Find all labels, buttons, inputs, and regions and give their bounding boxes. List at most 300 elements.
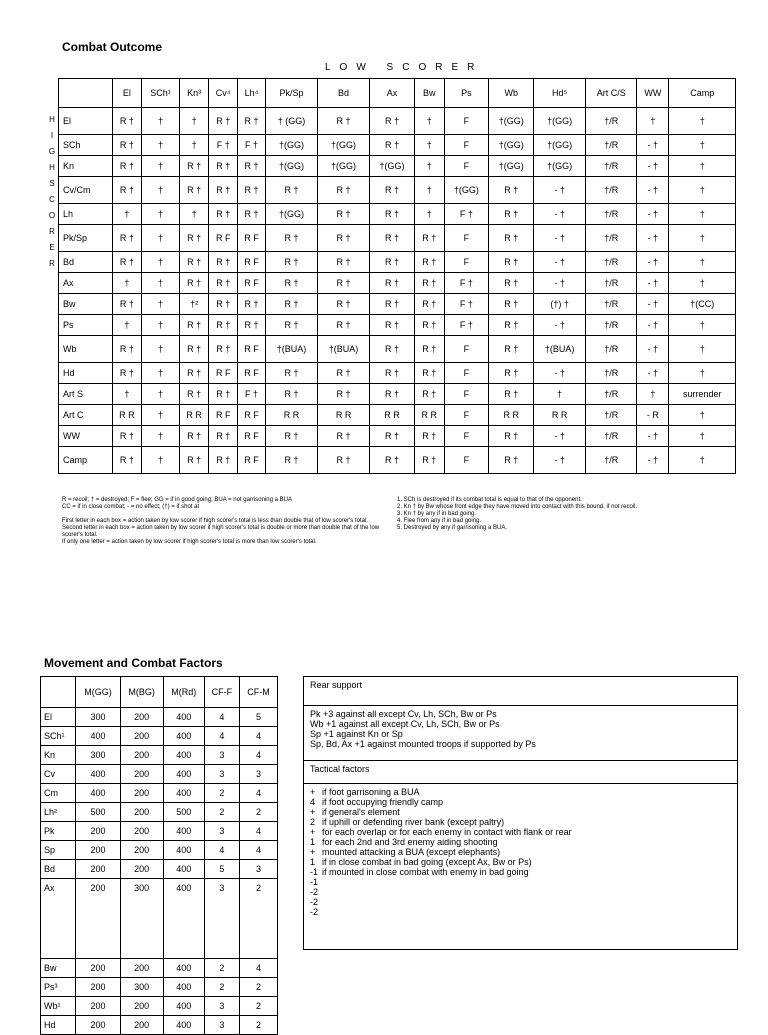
- tactical-line: [310, 837, 731, 847]
- tactical-text: if general's element: [322, 807, 400, 817]
- outcome-cell: R †: [370, 204, 415, 225]
- outcome-cell: R †: [370, 447, 415, 474]
- rear-support-line: Wb +1 against all except Cv, Lh, SCh, Bw or Ps: [310, 719, 500, 729]
- value-cell: 4: [204, 727, 239, 746]
- row-label: Bw: [41, 959, 76, 978]
- value-cell: 300: [76, 708, 120, 727]
- outcome-cell: R †: [318, 273, 370, 294]
- row-label: Pk/Sp: [59, 225, 113, 252]
- outcome-cell: R †: [370, 363, 415, 384]
- value-cell: 200: [120, 822, 163, 841]
- outcome-cell: (†) †: [534, 294, 586, 315]
- tactical-line: [310, 877, 731, 887]
- outcome-cell: †: [637, 384, 669, 405]
- outcome-cell: †: [669, 135, 736, 156]
- column-header: M(GG): [76, 677, 120, 708]
- value-cell: 200: [76, 822, 120, 841]
- outcome-cell: R R: [414, 405, 444, 426]
- outcome-cell: †: [142, 108, 180, 135]
- outcome-cell: R †: [370, 135, 415, 156]
- side-letter: I: [50, 131, 54, 140]
- outcome-cell: R †: [112, 363, 142, 384]
- outcome-cell: †: [669, 405, 736, 426]
- outcome-cell: †(GG): [489, 156, 534, 177]
- outcome-cell: - †: [637, 363, 669, 384]
- outcome-cell: †: [669, 252, 736, 273]
- outcome-cell: †: [669, 426, 736, 447]
- value-cell: 3: [204, 879, 239, 959]
- table-row: [41, 765, 278, 784]
- value-cell: 200: [76, 879, 120, 959]
- outcome-cell: R †: [266, 426, 318, 447]
- value-cell: 400: [163, 959, 204, 978]
- tactical-symbol: +: [310, 787, 316, 797]
- outcome-cell: †/R: [586, 252, 637, 273]
- outcome-cell: R R: [534, 405, 586, 426]
- tactical-symbol: -2: [310, 887, 319, 897]
- note-line: [62, 511, 392, 518]
- side-letter: R: [49, 227, 55, 236]
- outcome-cell: †: [669, 315, 736, 336]
- table-row: [59, 225, 736, 252]
- outcome-cell: R †: [318, 252, 370, 273]
- outcome-cell: †: [669, 204, 736, 225]
- table-row: [41, 860, 278, 879]
- outcome-cell: - †: [637, 252, 669, 273]
- row-label: Wb¹: [41, 997, 76, 1016]
- outcome-cell: †(GG): [534, 135, 586, 156]
- row-label: Kn: [41, 746, 76, 765]
- outcome-cell: R †: [179, 315, 209, 336]
- outcome-cell: R †: [238, 156, 266, 177]
- tactical-text: if in close combat in bad going (except Ax, Bw or Ps): [322, 857, 532, 867]
- outcome-cell: R †: [489, 273, 534, 294]
- note-line: 1. SCh is destroyed if its combat total is equal to that of the opponent.: [397, 497, 582, 503]
- value-cell: 400: [163, 765, 204, 784]
- outcome-cell: R R: [489, 405, 534, 426]
- outcome-cell: R †: [112, 252, 142, 273]
- outcome-cell: R †: [414, 447, 444, 474]
- outcome-cell: R F: [209, 225, 238, 252]
- outcome-cell: - †: [534, 225, 586, 252]
- outcome-cell: R †: [112, 108, 142, 135]
- value-cell: 3: [204, 997, 239, 1016]
- value-cell: 2: [240, 997, 278, 1016]
- outcome-cell: - †: [534, 426, 586, 447]
- value-cell: 400: [163, 746, 204, 765]
- outcome-cell: R †: [489, 336, 534, 363]
- tactical-line: [310, 857, 731, 867]
- outcome-cell: †/R: [586, 336, 637, 363]
- note-line: First letter in each box = action taken by low scorer if high scorer's total is less than double that of low scorer's total.: [62, 518, 368, 524]
- value-cell: 200: [120, 959, 163, 978]
- outcome-cell: †: [414, 108, 444, 135]
- tactical-text: mounted attacking a BUA (except elephants): [322, 847, 501, 857]
- outcome-cell: R F: [209, 363, 238, 384]
- outcome-cell: R †: [179, 156, 209, 177]
- outcome-cell: †(CC): [669, 294, 736, 315]
- movement-header-row: [41, 677, 278, 708]
- outcome-cell: - †: [637, 273, 669, 294]
- outcome-cell: R †: [238, 204, 266, 225]
- column-header: Camp: [669, 79, 736, 108]
- outcome-cell: †/R: [586, 108, 637, 135]
- outcome-cell: F †: [238, 135, 266, 156]
- column-header: El: [112, 79, 142, 108]
- value-cell: 2: [240, 978, 278, 997]
- column-header: Ax: [370, 79, 415, 108]
- outcome-cell: R †: [489, 252, 534, 273]
- row-label: SCh¹: [41, 727, 76, 746]
- outcome-cell: R †: [209, 273, 238, 294]
- value-cell: 2: [240, 803, 278, 822]
- tactical-text: if mounted in close combat with enemy in bad going: [322, 867, 529, 877]
- outcome-cell: R †: [318, 384, 370, 405]
- outcome-cell: R †: [318, 294, 370, 315]
- side-letter: E: [49, 243, 55, 252]
- outcome-cell: †: [669, 273, 736, 294]
- value-cell: 200: [120, 765, 163, 784]
- value-cell: 400: [163, 879, 204, 959]
- value-cell: 200: [76, 959, 120, 978]
- outcome-cell: R †: [179, 252, 209, 273]
- tactical-header: [304, 761, 737, 784]
- outcome-cell: R †: [370, 177, 415, 204]
- tactical-line: [310, 897, 731, 907]
- row-label: Wb: [59, 336, 113, 363]
- tactical-symbol: 1: [310, 857, 316, 867]
- table-row: [59, 447, 736, 474]
- table-row: [59, 156, 736, 177]
- outcome-cell: - †: [534, 204, 586, 225]
- rear-support-line: Pk +3 against all except Cv, Lh, SCh, Bw or Ps: [310, 709, 497, 719]
- outcome-cell: †: [669, 447, 736, 474]
- value-cell: 200: [76, 860, 120, 879]
- note-line: 5. Destroyed by any if garrisoning a BUA.: [397, 525, 508, 531]
- outcome-cell: †: [112, 315, 142, 336]
- outcome-cell: R †: [266, 447, 318, 474]
- outcome-cell: †: [112, 273, 142, 294]
- outcome-cell: - †: [637, 336, 669, 363]
- value-cell: 200: [76, 841, 120, 860]
- tactical-symbol: +: [310, 807, 316, 817]
- column-header: Art C/S: [586, 79, 637, 108]
- row-label: Cv/Cm: [59, 177, 113, 204]
- outcome-cell: - †: [534, 447, 586, 474]
- outcome-cell: R R: [318, 405, 370, 426]
- outcome-cell: †: [142, 405, 180, 426]
- outcome-cell: †: [637, 108, 669, 135]
- outcome-cell: †: [142, 225, 180, 252]
- outcome-cell: †/R: [586, 204, 637, 225]
- outcome-cell: - †: [637, 177, 669, 204]
- value-cell: 400: [163, 784, 204, 803]
- outcome-cell: †/R: [586, 156, 637, 177]
- outcome-cell: † (GG): [266, 108, 318, 135]
- table-row: [59, 426, 736, 447]
- factors-box: [303, 676, 738, 950]
- outcome-cell: †(GG): [266, 156, 318, 177]
- corner-cell: [59, 79, 113, 108]
- outcome-cell: †(GG): [444, 177, 489, 204]
- value-cell: 200: [120, 746, 163, 765]
- row-label: Cv: [41, 765, 76, 784]
- outcome-cell: R †: [489, 384, 534, 405]
- tactical-line: [310, 847, 731, 857]
- row-label: Ax: [59, 273, 113, 294]
- outcome-cell: R †: [179, 447, 209, 474]
- outcome-cell: R †: [370, 426, 415, 447]
- outcome-cell: F: [444, 405, 489, 426]
- outcome-cell: †: [142, 252, 180, 273]
- outcome-cell: F: [444, 135, 489, 156]
- row-label: Ax: [41, 879, 76, 959]
- outcome-cell: R †: [179, 177, 209, 204]
- column-header: Bd: [318, 79, 370, 108]
- value-cell: 4: [204, 708, 239, 727]
- tactical-line: [310, 807, 731, 817]
- value-cell: 300: [120, 879, 163, 959]
- outcome-cell: R †: [318, 225, 370, 252]
- outcome-cell: F †: [444, 294, 489, 315]
- outcome-cell: R †: [414, 225, 444, 252]
- column-header: M(BG): [120, 677, 163, 708]
- row-label: Camp: [59, 447, 113, 474]
- table-row: [41, 959, 278, 978]
- movement-combat-title: Movement and Combat Factors: [44, 656, 223, 670]
- tactical-symbol: +: [310, 827, 316, 837]
- outcome-cell: R F: [238, 336, 266, 363]
- outcome-cell: †: [669, 177, 736, 204]
- outcome-cell: R †: [266, 384, 318, 405]
- value-cell: 2: [204, 959, 239, 978]
- tactical-line: [310, 907, 731, 917]
- side-letter: R: [49, 259, 55, 268]
- outcome-cell: R †: [209, 447, 238, 474]
- outcome-cell: R †: [179, 273, 209, 294]
- tactical-symbol: -2: [310, 907, 319, 917]
- outcome-cell: †: [142, 447, 180, 474]
- table-row: [59, 135, 736, 156]
- outcome-cell: R †: [209, 204, 238, 225]
- outcome-cell: R †: [266, 363, 318, 384]
- value-cell: 200: [120, 841, 163, 860]
- row-label: Hd: [41, 1016, 76, 1035]
- row-label: Hd: [59, 363, 113, 384]
- outcome-cell: R †: [266, 225, 318, 252]
- outcome-cell: F †: [209, 135, 238, 156]
- value-cell: 4: [240, 959, 278, 978]
- outcome-cell: R †: [209, 426, 238, 447]
- outcome-cell: R †: [318, 447, 370, 474]
- table-row: [59, 273, 736, 294]
- outcome-cell: †/R: [586, 177, 637, 204]
- outcome-cell: †/R: [586, 447, 637, 474]
- outcome-cell: R †: [266, 315, 318, 336]
- row-label: Sp: [41, 841, 76, 860]
- column-header: M(Rd): [163, 677, 204, 708]
- outcome-cell: R †: [266, 177, 318, 204]
- tactical-line: [310, 887, 731, 897]
- tactical-title: Tactical factors: [310, 764, 370, 774]
- outcome-cell: R R: [266, 405, 318, 426]
- outcome-cell: - †: [637, 447, 669, 474]
- table-row: [41, 841, 278, 860]
- outcome-cell: †: [142, 384, 180, 405]
- combat-header-row: [59, 79, 736, 108]
- outcome-cell: R R: [370, 405, 415, 426]
- outcome-cell: R †: [209, 315, 238, 336]
- side-letter: O: [48, 211, 56, 220]
- value-cell: 400: [163, 860, 204, 879]
- value-cell: 4: [240, 841, 278, 860]
- row-label: Bw: [59, 294, 113, 315]
- outcome-cell: †²: [179, 294, 209, 315]
- outcome-cell: R †: [489, 426, 534, 447]
- outcome-cell: †: [669, 225, 736, 252]
- tactical-symbol: +: [310, 847, 316, 857]
- outcome-cell: - †: [637, 426, 669, 447]
- side-letter: G: [48, 147, 56, 156]
- outcome-cell: †(BUA): [266, 336, 318, 363]
- outcome-cell: †(BUA): [534, 336, 586, 363]
- outcome-cell: †: [142, 336, 180, 363]
- outcome-cell: F: [444, 108, 489, 135]
- outcome-cell: R †: [238, 108, 266, 135]
- outcome-cell: R †: [112, 177, 142, 204]
- outcome-cell: R †: [318, 315, 370, 336]
- outcome-cell: R †: [266, 294, 318, 315]
- column-header: Hd⁵: [534, 79, 586, 108]
- outcome-cell: †: [414, 135, 444, 156]
- row-label: Art S: [59, 384, 113, 405]
- outcome-cell: R †: [238, 294, 266, 315]
- outcome-cell: F: [444, 252, 489, 273]
- outcome-cell: R †: [370, 252, 415, 273]
- table-row: [59, 315, 736, 336]
- outcome-cell: †: [414, 177, 444, 204]
- note-line: 4. Flee from any if in bad going.: [397, 518, 482, 524]
- note-line: 3. Kn † by any if in bad going.: [397, 511, 477, 517]
- column-header: SCh¹: [142, 79, 180, 108]
- table-row: [59, 336, 736, 363]
- row-label: Pk: [41, 822, 76, 841]
- value-cell: 5: [204, 860, 239, 879]
- outcome-cell: R R: [112, 405, 142, 426]
- outcome-cell: R †: [318, 426, 370, 447]
- outcome-cell: †(BUA): [318, 336, 370, 363]
- row-label: Bd: [59, 252, 113, 273]
- outcome-cell: - †: [534, 273, 586, 294]
- outcome-cell: F †: [444, 204, 489, 225]
- value-cell: 500: [163, 803, 204, 822]
- value-cell: 400: [76, 765, 120, 784]
- outcome-cell: R †: [209, 177, 238, 204]
- value-cell: 200: [76, 997, 120, 1016]
- outcome-cell: †: [112, 384, 142, 405]
- outcome-cell: R †: [489, 294, 534, 315]
- outcome-cell: †(GG): [489, 108, 534, 135]
- outcome-cell: †/R: [586, 294, 637, 315]
- row-label: El: [41, 708, 76, 727]
- row-label: SCh: [59, 135, 113, 156]
- outcome-cell: †(GG): [370, 156, 415, 177]
- outcome-cell: R †: [370, 294, 415, 315]
- tactical-line: [310, 817, 731, 827]
- value-cell: 300: [120, 978, 163, 997]
- outcome-cell: R †: [370, 384, 415, 405]
- outcome-cell: R †: [266, 273, 318, 294]
- outcome-cell: R †: [414, 252, 444, 273]
- value-cell: 200: [76, 978, 120, 997]
- outcome-cell: - †: [534, 252, 586, 273]
- note-line: Second letter in each box = action taken by low scorer if high scorer's total is double or more than double that of the low scorer's total.: [62, 525, 380, 538]
- movement-factors-table: [40, 676, 278, 1035]
- outcome-cell: R †: [112, 426, 142, 447]
- row-label: Lh: [59, 204, 113, 225]
- value-cell: 3: [204, 822, 239, 841]
- row-label: Art C: [59, 405, 113, 426]
- outcome-cell: R †: [112, 336, 142, 363]
- column-header: Ps: [444, 79, 489, 108]
- rear-support-line: Sp +1 against Kn or Sp: [310, 729, 403, 739]
- outcome-cell: †: [414, 204, 444, 225]
- outcome-cell: †: [142, 426, 180, 447]
- value-cell: 4: [240, 727, 278, 746]
- outcome-cell: R F: [238, 447, 266, 474]
- outcome-cell: †: [142, 177, 180, 204]
- tactical-symbol: 1: [310, 837, 316, 847]
- outcome-cell: R †: [489, 204, 534, 225]
- value-cell: 400: [76, 784, 120, 803]
- outcome-cell: R F: [209, 405, 238, 426]
- outcome-cell: †(GG): [266, 204, 318, 225]
- table-row: [41, 1016, 278, 1035]
- note-line: If only one letter = action taken by low scorer if high scorer's total is more than low scorer's total.: [62, 539, 317, 545]
- combat-notes-left: [62, 497, 392, 546]
- value-cell: 4: [240, 746, 278, 765]
- table-row: [59, 204, 736, 225]
- table-row: [41, 746, 278, 765]
- outcome-cell: R †: [414, 363, 444, 384]
- column-header: Kn³: [179, 79, 209, 108]
- outcome-cell: R †: [489, 447, 534, 474]
- value-cell: 400: [163, 978, 204, 997]
- outcome-cell: R †: [266, 252, 318, 273]
- value-cell: 3: [204, 1016, 239, 1035]
- outcome-cell: R †: [489, 315, 534, 336]
- outcome-cell: R †: [238, 315, 266, 336]
- row-label: WW: [59, 426, 113, 447]
- outcome-cell: F: [444, 447, 489, 474]
- value-cell: 2: [240, 1016, 278, 1035]
- low-scorer-label: LOW SCORER: [325, 62, 484, 73]
- table-row: [59, 405, 736, 426]
- outcome-cell: R †: [414, 384, 444, 405]
- value-cell: 3: [204, 765, 239, 784]
- tactical-text: for each 2nd and 3rd enemy aiding shooting: [322, 837, 498, 847]
- outcome-cell: †(GG): [318, 135, 370, 156]
- outcome-cell: †: [414, 156, 444, 177]
- table-row: [59, 384, 736, 405]
- value-cell: 300: [76, 746, 120, 765]
- outcome-cell: R †: [209, 336, 238, 363]
- outcome-cell: †/R: [586, 405, 637, 426]
- value-cell: 200: [120, 803, 163, 822]
- outcome-cell: F †: [238, 384, 266, 405]
- outcome-cell: - †: [534, 315, 586, 336]
- outcome-cell: †: [142, 273, 180, 294]
